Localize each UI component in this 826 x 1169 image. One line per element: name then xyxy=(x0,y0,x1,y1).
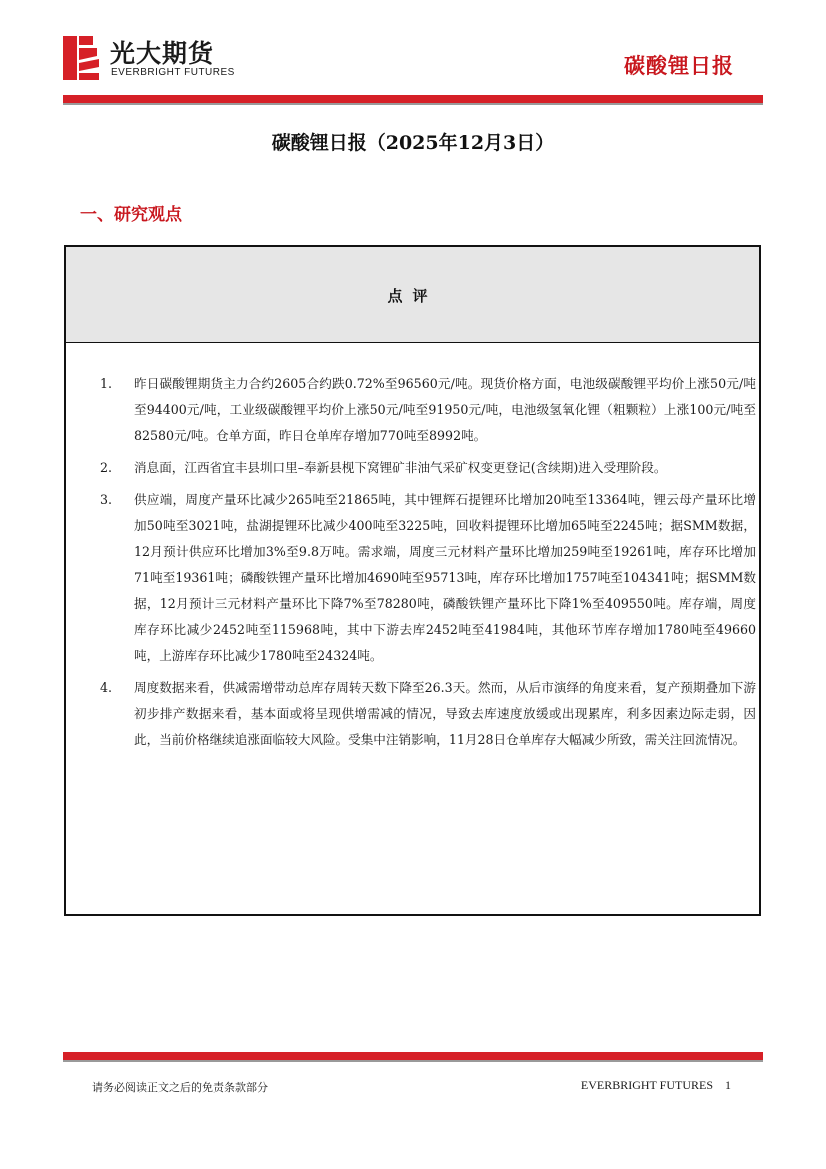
header-rule xyxy=(63,95,763,105)
everbright-logo-icon xyxy=(63,36,99,80)
list-item xyxy=(100,487,756,669)
list-item-number: 2. xyxy=(100,460,113,475)
footer-rule xyxy=(63,1052,763,1062)
list-item-text: 周度数据来看，供减需增带动总库存周转天数下降至26.3天。然而，从后市演绎的角度来看，复产预期叠加下游初步排产数据来看，基本面或将呈现供增需减的情况，导致去库速度放缓或出现累库，利多因素边际走弱，因此，当前价格继续追涨面临较大风险。受集中注销影响，11月28日仓单库存大幅减少所致，需关注回流情况。 xyxy=(134,680,756,747)
footer-rule-grey xyxy=(63,1060,763,1062)
footer-disclaimer: 请务必阅读正文之后的免责条款部分 xyxy=(92,1081,268,1094)
header-rule-grey xyxy=(63,103,763,105)
commentary-box xyxy=(64,245,761,916)
footer-company: EVERBRIGHT FUTURES xyxy=(580,1078,713,1092)
commentary-list xyxy=(100,371,756,759)
list-item-text: 供应端，周度产量环比减少265吨至21865吨，其中锂辉石提锂环比增加20吨至13364吨，锂云母产量环比增加50吨至3021吨，盐湖提锂环比减少400吨至3225吨，回收料提锂环比增加65吨至2245吨；据SMM数据，12月预计供应环比增加3%至9.8万吨。需求端，周度三元材料产量环比增加259吨至19261吨，库存环比增加71吨至19361吨；磷酸铁锂产量环比增加4690吨至95713吨，库存环比增加1757吨至104341吨；据SMM数据，12月预计三元材料产量环比下降7%至78280吨，磷酸铁锂产量环比下降1%至409550吨。库存端，周度库存环比减少2452吨至115968吨，其中下游去库2452吨至41984吨，其他环节库存增加1780吨至49660吨，上游库存环比减少1780吨至24324吨。 xyxy=(134,492,756,663)
list-item-number: 4. xyxy=(100,680,113,695)
list-item-number: 1. xyxy=(100,376,113,391)
list-item-text: 昨日碳酸锂期货主力合约2605合约跌0.72%至96560元/吨。现货价格方面，电池级碳酸锂平均价上涨50元/吨至94400元/吨，工业级碳酸锂平均价上涨50元/吨至91950元/吨，电池级氢氧化锂（粗颗粒）上涨100元/吨至82580元/吨。仓单方面，昨日仓单库存增加770吨至8992吨。 xyxy=(134,376,756,443)
list-item-number: 3. xyxy=(100,492,113,507)
section-heading: 一、研究观点 xyxy=(80,205,182,225)
commentary-box-header xyxy=(66,247,759,343)
report-name: 碳酸锂日报 xyxy=(624,54,734,78)
list-item-text: 消息面，江西省宜丰县圳口里–奉新县枧下窝锂矿非油气采矿权变更登记(含续期)进入受理阶段。 xyxy=(134,460,667,475)
commentary-box-title: 点评 xyxy=(387,287,438,305)
list-item xyxy=(100,675,756,753)
page-number: 1 xyxy=(725,1078,731,1092)
logo-english-name: EVERBRIGHT FUTURES xyxy=(111,67,235,78)
list-item xyxy=(100,371,756,449)
footer-company-page xyxy=(581,1078,731,1093)
footer-rule-red xyxy=(63,1052,763,1060)
company-logo xyxy=(63,34,263,82)
document-title: 碳酸锂日报（2025年12月3日） xyxy=(271,132,555,154)
logo-chinese-name: 光大期货 xyxy=(110,39,215,68)
header-rule-red xyxy=(63,95,763,103)
list-item xyxy=(100,455,756,481)
